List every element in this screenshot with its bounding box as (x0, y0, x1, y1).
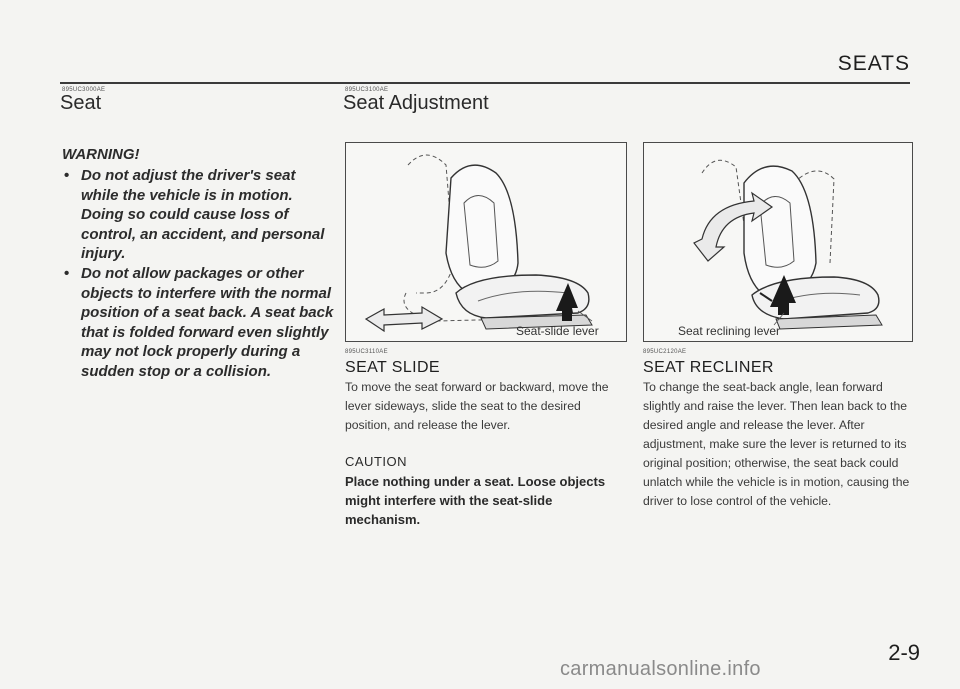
warning-item-text: Do not allow packages or other objects to interfere with the normal position of a seat back. A seat back that is folded forward even slightly may not lock properly during a sudden stop or a collision. (81, 264, 334, 380)
seat-reclining-lever-label: Seat reclining lever (678, 324, 781, 338)
slide-code: 895UC3110AE (345, 349, 388, 355)
warning-title: WARNING! (62, 146, 140, 163)
bullet-icon: • (64, 264, 70, 282)
seat-recliner-figure (643, 142, 913, 342)
recliner-code: 895UC2120AE (643, 349, 687, 355)
adjust-code: 895UC3100AE (345, 87, 389, 93)
seat-recliner-title: SEAT RECLINER (643, 359, 774, 376)
seat-recliner-text: To change the seat-back angle, lean forward slightly and raise the lever. Then lean back to the desired angle and release the lever. After adjustment, make sure the lever is returned to its original position; otherwise, the seat back could unlatch while the vehicle is in motion, causing the driver to lose control of the vehicle. (643, 380, 910, 508)
warning-item (62, 166, 337, 264)
warning-list (62, 166, 337, 382)
header-rule (60, 82, 910, 84)
page-number: 2-9 (888, 640, 920, 665)
warning-item (62, 264, 337, 382)
seat-title: Seat (60, 92, 102, 114)
seat-code: 895UC3000AE (62, 87, 106, 93)
caution-text: Place nothing under a seat. Loose objects might interfere with the seat-slide mechanism. (345, 474, 606, 527)
seat-recliner-illustration (644, 143, 912, 341)
adjust-title: Seat Adjustment (343, 92, 489, 114)
seat-slide-figure (345, 142, 627, 342)
seat-slide-lever-label: Seat-slide lever (516, 324, 599, 338)
warning-item-text: Do not adjust the driver's seat while the vehicle is in motion. Doing so could cause loss of control, an accident, and personal injury. (81, 167, 325, 263)
seat-slide-title: SEAT SLIDE (345, 359, 440, 376)
watermark: carmanualsonline.info (560, 658, 761, 680)
caution-title: CAUTION (345, 454, 407, 469)
seat-slide-text: To move the seat forward or backward, move the lever sideways, slide the seat to the desired position, and release the lever. (345, 380, 609, 432)
section-header: SEATS (837, 52, 910, 75)
seat-slide-illustration (346, 143, 626, 341)
bullet-icon: • (64, 167, 70, 184)
